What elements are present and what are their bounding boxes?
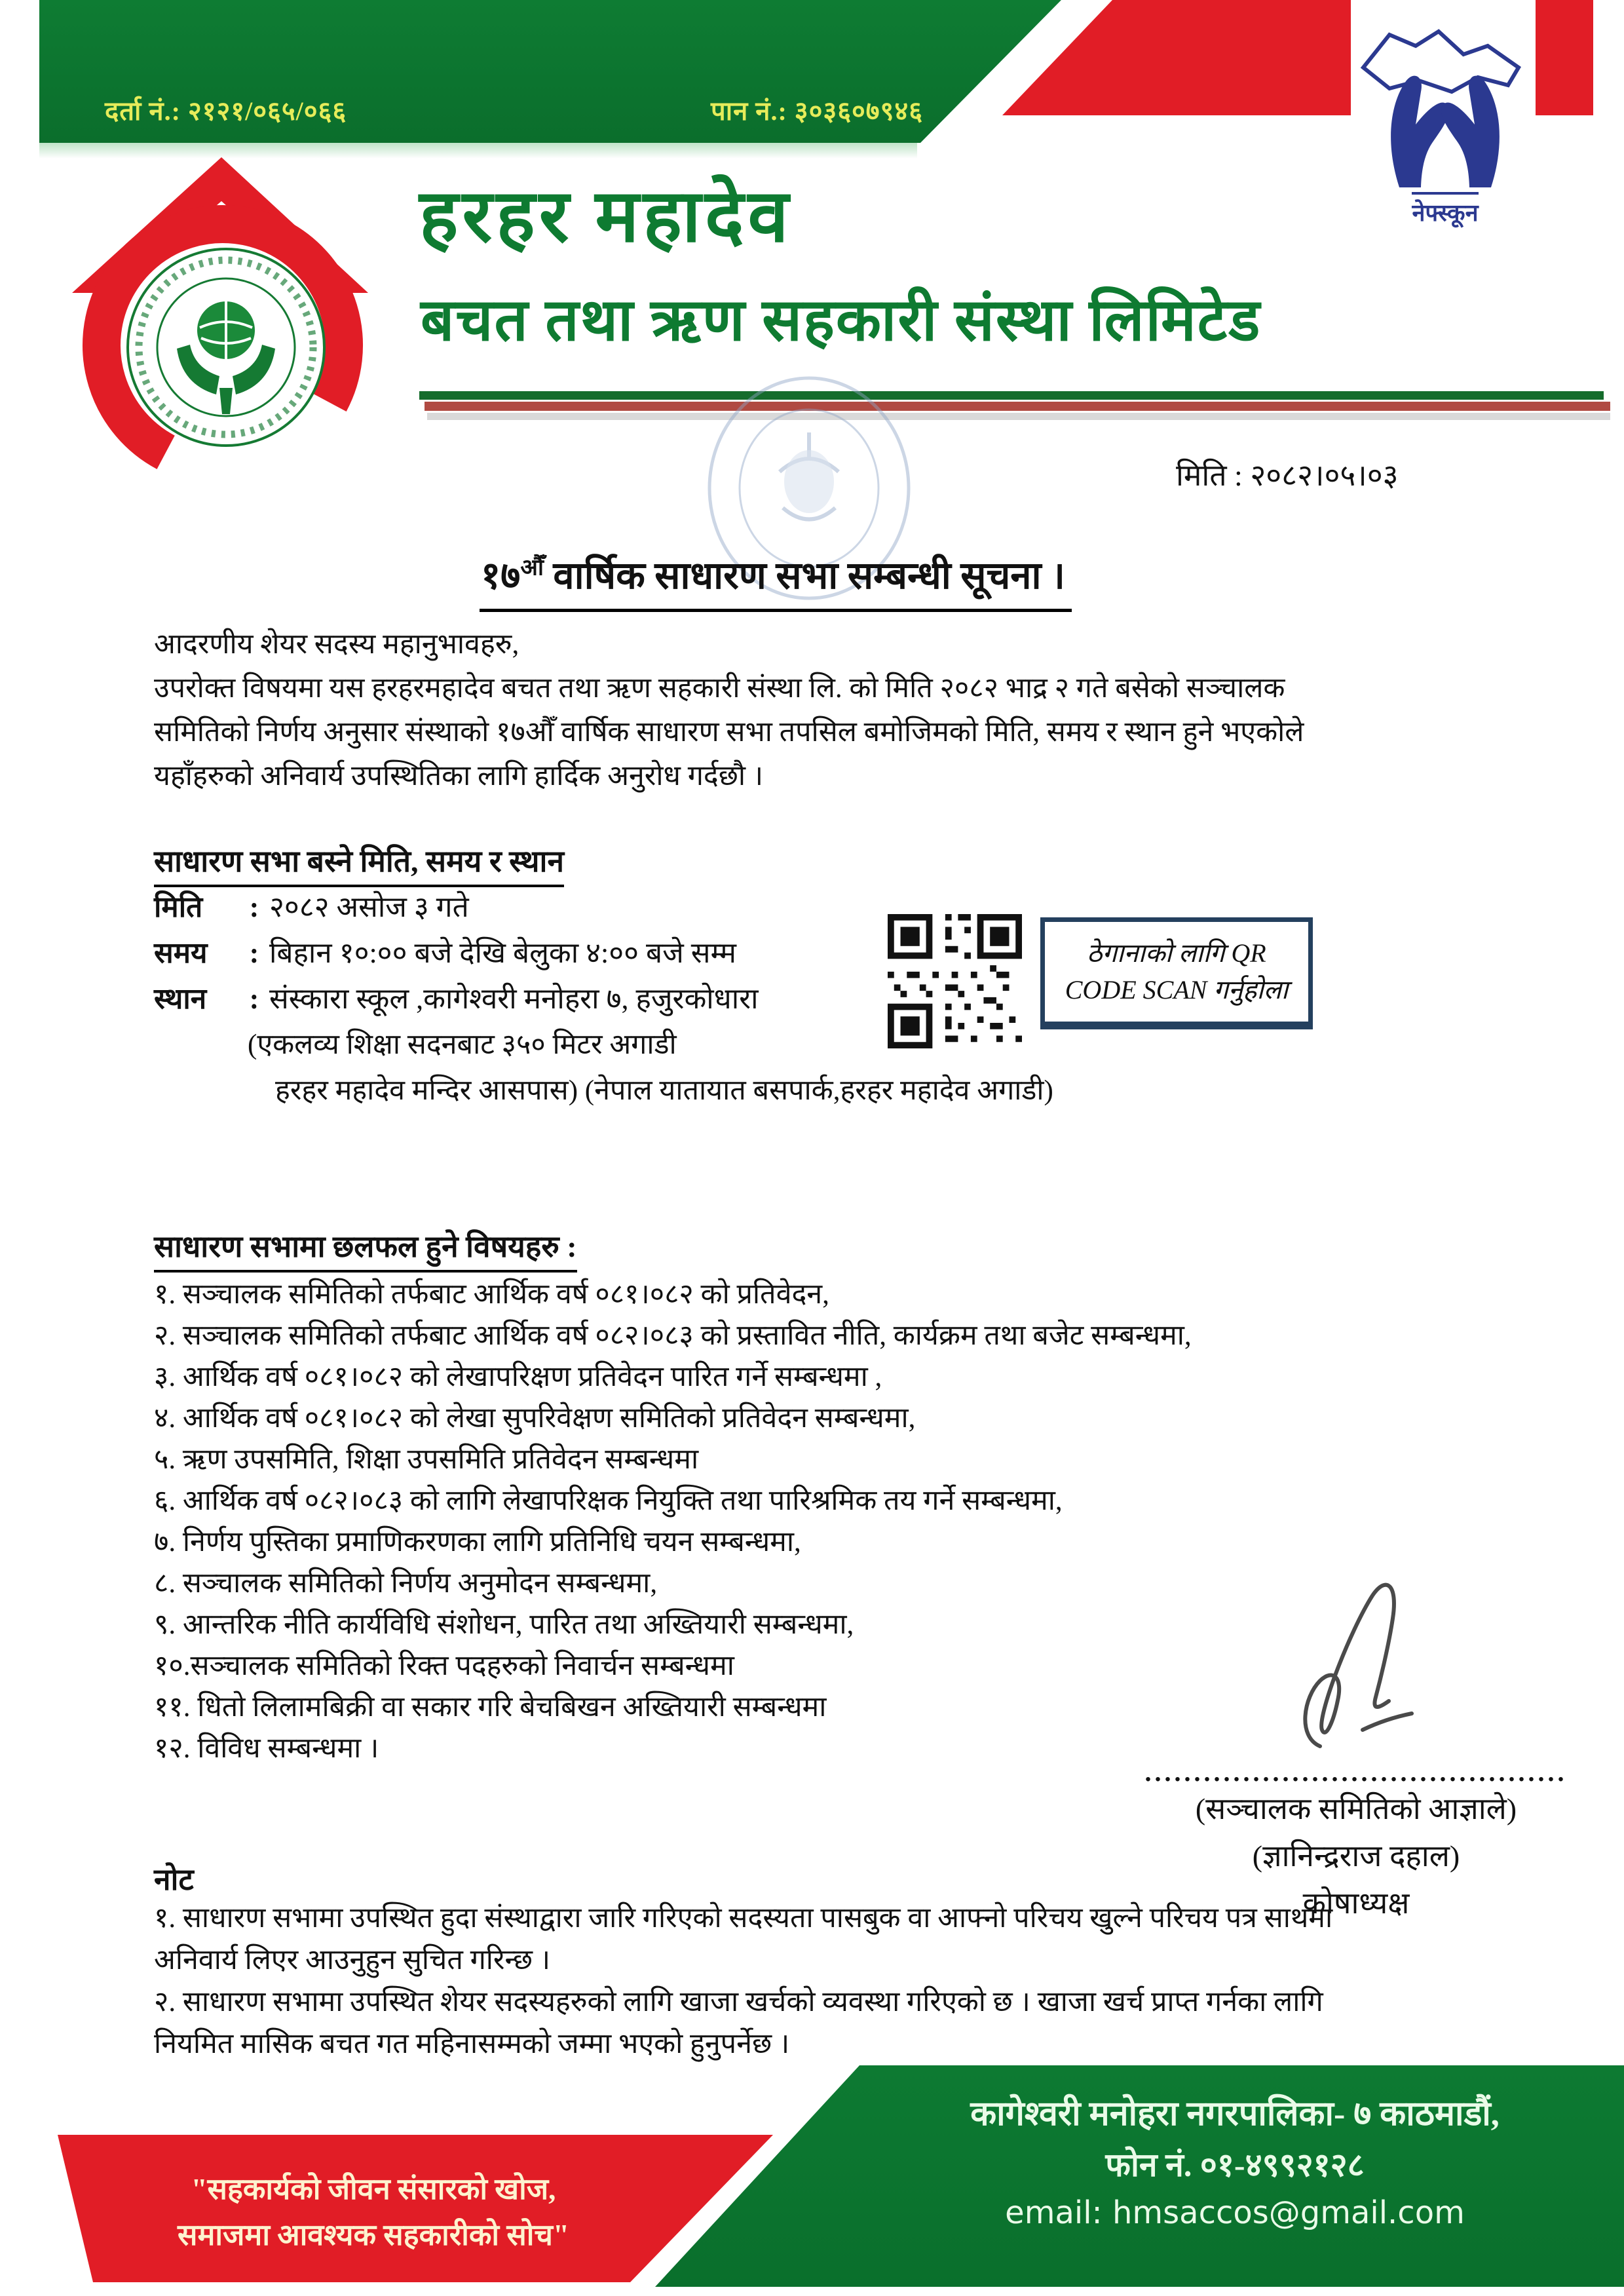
colon: :	[249, 937, 259, 969]
meeting-date-label: मिति	[154, 891, 203, 923]
body-line: यहाँहरुको अनिवार्य उपस्थितिका लागि हार्दिक अनुरोध गर्दछौ ।	[154, 761, 764, 792]
meeting-time-label: समय	[154, 937, 208, 969]
notice-title-number: १७	[481, 554, 521, 597]
agenda-section-heading: साधारण सभामा छलफल हुने विषयहरु :	[154, 1225, 577, 1272]
qr-instruction-line1: ठेगानाको लागि QR	[1087, 938, 1266, 968]
agenda-item: १. सञ्चालक समितिको तर्फबाट आर्थिक वर्ष ०८१।०८२ को प्रतिवेदन,	[154, 1279, 829, 1310]
signature-block	[1114, 1573, 1598, 1927]
pan-number: पान नं.: ३०३६०७९४६	[711, 96, 924, 126]
org-name-line1: हरहर महादेव	[419, 176, 793, 258]
issue-date: मिति : २०८२।०५।०३	[1176, 459, 1399, 492]
notice-title	[480, 548, 1072, 612]
qr-instruction-box	[1040, 917, 1313, 1029]
colon: :	[249, 891, 259, 923]
note-heading: नोट	[154, 1863, 194, 1896]
footer-contact-block	[871, 2089, 1598, 2236]
separator-bar-red	[425, 402, 1610, 411]
meeting-venue-row	[154, 978, 759, 1017]
meeting-venue-label: स्थान	[154, 983, 207, 1015]
qr-instruction-line2: CODE SCAN गर्नुहोला	[1065, 975, 1289, 1004]
nefscun-label: नेफ्स्कून	[1412, 192, 1478, 228]
meeting-time-row	[154, 932, 736, 971]
org-name-line2: बचत तथा ऋण सहकारी संस्था लिमिटेड	[421, 288, 1262, 353]
signature-authority: (सञ्चालक समितिको आज्ञाले)	[1195, 1792, 1517, 1826]
qr-code	[888, 914, 1022, 1048]
footer-slogan-line1: "सहकार्यको जीवन संसारको खोज,	[191, 2173, 556, 2206]
colon: :	[249, 983, 259, 1015]
separator-bar-green	[419, 391, 1604, 400]
footer-slogan-line2: समाजमा आवश्यक सहकारीको सोच"	[178, 2219, 569, 2251]
venue-detail-line: (एकलव्य शिक्षा सदनबाट ३५० मिटर अगाडी	[248, 1029, 677, 1060]
agenda-item: २. सञ्चालक समितिको तर्फबाट आर्थिक वर्ष ०८२।०८३ को प्रस्तावित नीति, कार्यक्रम तथा बजेट सम्बन्धमा,	[154, 1320, 1192, 1351]
agenda-item: ५. ऋण उपसमिति, शिक्षा उपसमिति प्रतिवेदन सम्बन्धमा	[154, 1444, 699, 1475]
signature-scribble	[1258, 1573, 1454, 1756]
agenda-item: ९. आन्तरिक नीति कार्यविधि संशोधन, पारित तथा अख्तियारी सम्बन्धमा,	[154, 1609, 854, 1640]
agenda-item: ३. आर्थिक वर्ष ०८१।०८२ को लेखापरिक्षण प्रतिवेदन पारित गर्ने सम्बन्धमा ,	[154, 1362, 882, 1392]
signature-dotted-line: ...........................................	[1144, 1757, 1568, 1787]
agenda-item: १२. विविध सम्बन्धमा ।	[154, 1733, 379, 1764]
meeting-date-value: २०८२ असोज ३ गते	[269, 891, 469, 923]
signatory-name: (ज्ञानिन्द्रराज दहाल)	[1252, 1839, 1460, 1873]
footer-phone: फोन नं. ०१-४९९२१२८	[1105, 2147, 1365, 2183]
signatory-title: कोषाध्यक्ष	[1302, 1886, 1410, 1920]
meeting-time-value: बिहान १०:०० बजे देखि बेलुका ४:०० बजे सम्म	[269, 937, 736, 969]
agenda-item: ७. निर्णय पुस्तिका प्रमाणिकरणका लागि प्रतिनिधि चयन सम्बन्धमा,	[154, 1527, 801, 1558]
note-list	[154, 1898, 1556, 2065]
cooperative-logo	[62, 152, 383, 483]
meeting-venue-value: संस्कारा स्कूल ,कागेश्वरी मनोहरा ७, हजुरकोधारा	[269, 983, 759, 1015]
note-line: नियमित मासिक बचत गत महिनासम्मको जम्मा भएको हुनुपर्नेछ ।	[154, 2029, 790, 2059]
footer-slogan	[115, 2166, 632, 2258]
footer-address: कागेश्वरी मनोहरा नगरपालिका- ७ काठमाडौं,	[970, 2095, 1500, 2133]
footer-email: email: hmsaccos@gmail.com	[1005, 2194, 1465, 2231]
agenda-item: ४. आर्थिक वर्ष ०८१।०८२ को लेखा सुपरिवेक्षण समितिको प्रतिवेदन सम्बन्धमा,	[154, 1403, 916, 1434]
nefscun-hands-map-icon	[1353, 5, 1537, 189]
meeting-date-row	[154, 886, 469, 925]
separator-bar-gray	[427, 413, 1610, 420]
meeting-section-heading: साधारण सभा बस्ने मिति, समय र स्थान	[154, 840, 564, 887]
notice-title-text: वार्षिक साधारण सभा सम्बन्धी सूचना ।	[543, 554, 1065, 597]
agenda-item: ८. सञ्चालक समितिको निर्णय अनुमोदन सम्बन्धमा,	[154, 1568, 658, 1599]
agenda-item: ११. धितो लिलामबिक्री वा सकार गरि बेचबिखन अख्तियारी सम्बन्धमा	[154, 1692, 827, 1723]
notice-title-ordinal: औँ	[520, 554, 544, 581]
note-line: २. साधारण सभामा उपस्थित शेयर सदस्यहरुको लागि खाजा खर्चको व्यवस्था गरिएको छ । खाजा खर्च प्राप्त गर्नका लागि	[154, 1987, 1323, 2018]
note-line: १. साधारण सभामा उपस्थित हुदा संस्थाद्वारा जारि गरिएको सदस्यता पासबुक वा आफ्नो परिचय खुल्ने परिचय पत्र साथमा	[154, 1903, 1333, 1934]
venue-detail-line: हरहर महादेव मन्दिर आसपास) (नेपाल यातायात बसपार्क,हरहर महादेव अगाडी)	[275, 1075, 1053, 1106]
body-line: उपरोक्त विषयमा यस हरहरमहादेव बचत तथा ऋण सहकारी संस्था लि. को मिति २०८२ भाद्र २ गते बसेको सञ्चालक	[154, 673, 1285, 704]
body-line: समितिको निर्णय अनुसार संस्थाको १७औँ वार्षिक साधारण सभा तपसिल बमोजिमको मिति, समय र स्थान हुने भएकोले	[154, 717, 1304, 748]
nefscun-logo	[1353, 5, 1537, 226]
body-paragraph	[154, 622, 1543, 798]
salutation: आदरणीय शेयर सदस्य महानुभावहरु,	[154, 629, 519, 660]
agenda-item: ६. आर्थिक वर्ष ०८२।०८३ को लागि लेखापरिक्षक नियुक्ति तथा पारिश्रमिक तय गर्ने सम्बन्धमा,	[154, 1485, 1063, 1516]
registration-number: दर्ता नं.: २१२१/०६५/०६६	[105, 96, 347, 126]
agenda-item: १०.सञ्चालक समितिको रिक्त पदहरुको निवार्चन सम्बन्धमा	[154, 1651, 734, 1681]
note-line: अनिवार्य लिएर आउनुहुन सुचित गरिन्छ ।	[154, 1945, 551, 1976]
